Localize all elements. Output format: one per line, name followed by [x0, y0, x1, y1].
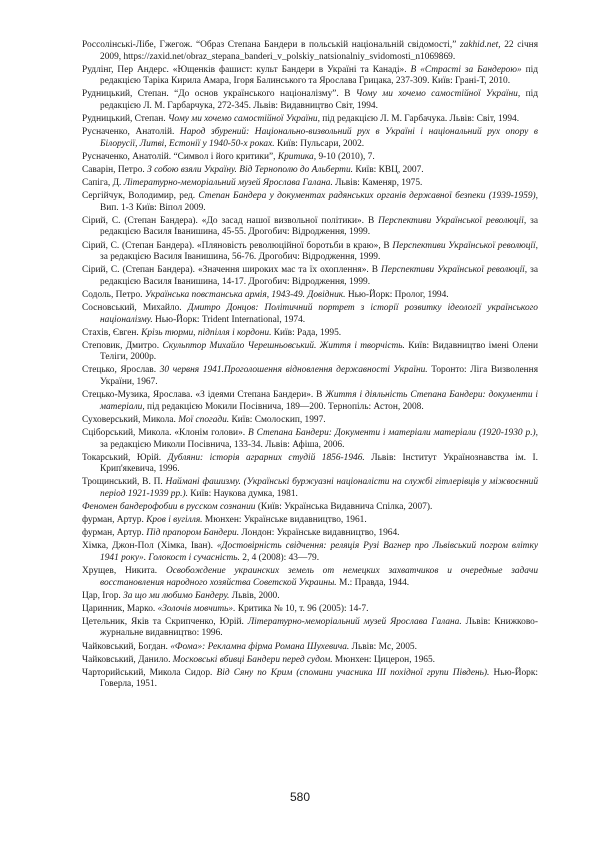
entry-title-italic: «Фома»: Рекламна фірма Романа Шухевича. — [170, 641, 350, 652]
entry-text: фурман, Артур. — [82, 515, 147, 526]
entry-text: Токарський, Юрій. — [82, 452, 168, 463]
bibliography-entry — [82, 528, 538, 540]
entry-text: Вип. 1-3 Київ: Віпол 2009. — [100, 202, 206, 213]
bibliography-entry — [82, 453, 538, 476]
bibliography-entry — [82, 265, 538, 288]
entry-title-italic: zakhid.net, — [459, 40, 501, 50]
bibliography-entry — [82, 566, 538, 589]
bibliography-entry — [82, 617, 538, 640]
entry-text: Чайковський, Данило. — [82, 654, 173, 665]
bibliography-entry — [82, 89, 538, 112]
entry-text: Содоль, Петро. — [82, 289, 145, 300]
entry-text: Стецько, Ярослав. — [82, 365, 160, 376]
bibliography-entry — [82, 655, 538, 667]
entry-text: Мюнхен: Цицерон, 1965. — [332, 654, 435, 665]
bibliography-list — [82, 40, 538, 692]
entry-text: Рудницький, Степан. — [82, 114, 168, 125]
entry-text: Нью-Йорк: Пролог, 1994. — [345, 289, 449, 300]
entry-title-italic: В Степана Бандери: Документи і матеріали матеріали (1920-1930 р.), — [248, 427, 539, 438]
entry-title-italic: З собою взяли Україну. Від Тернополю до Альберти. — [147, 164, 353, 175]
entry-title-italic: Крізь тюрми, підпілля і кордони. — [141, 327, 272, 338]
entry-text: Київ: КВЦ, 2007. — [353, 164, 424, 175]
entry-text: Русначенко, Анатолій. — [82, 127, 180, 138]
entry-title-italic: Під прапором Бандери. — [146, 528, 240, 539]
bibliography-entry — [82, 303, 538, 326]
entry-title-italic: Московські вбивці Бандери перед судом. — [172, 654, 333, 665]
entry-title-italic: 30 червня 1941.Проголошення відновлення державності України. — [159, 365, 428, 376]
entry-text: Київ: Наукова думка, 1981. — [187, 488, 298, 499]
entry-title-italic: Літературно-меморіальний музей Ярослава Галана. — [123, 178, 333, 189]
entry-text: Сціборський, Микола. «Клонім голови». — [82, 427, 248, 438]
bibliography-entry — [82, 477, 538, 500]
entry-text: Сосновський, Михайло. — [82, 302, 188, 313]
entry-title-italic: Народ збурений: Національно-визвольний рух в Україні і національний рух опору в Білорусії, Литві, Естонії у 1940-50-х роках. — [100, 127, 538, 149]
entry-title-italic: Наймані фашизму. (Українські буржуазні націоналісти на службі гітлерівців у міжвоєнний період 1921-1939 рр.). — [100, 477, 539, 499]
bibliography-entry — [82, 241, 538, 264]
entry-title-italic: Критика, — [277, 151, 317, 162]
entry-text: Рудлінг, Пер Андерс. «Ющенків фашист: культ Бандери в Україні та Канаді». — [82, 64, 411, 75]
bibliography-entry — [82, 328, 538, 340]
entry-text: під редакцією Л. М. Гарбачука. Львів: Світ, 1994. — [319, 114, 520, 125]
entry-text: Чайковський, Богдан. — [82, 641, 171, 652]
entry-title-italic: Від Сяну по Крим (спомини учасника ІІІ похідної групи Південь). — [216, 667, 490, 678]
entry-text: Львів: Книжково-журнальне видавництво: 1996. — [100, 616, 538, 639]
entry-title-italic: Дубляни: історія аграрних студій 1856-1946. — [167, 452, 365, 463]
entry-text: Цетельник, Яків та Скрипченко, Юрій. — [82, 616, 248, 627]
entry-text: Львів: Мс, 2005. — [349, 641, 417, 652]
entry-text: Нью-Йорк: Говерла, 1951. — [100, 667, 538, 690]
bibliography-entry — [82, 114, 538, 126]
bibliography-entry — [82, 515, 538, 527]
entry-text: Сірий, С. (Степан Бандера). «Пляновість революційної боротьби в краю», В — [82, 240, 393, 251]
entry-text: Стахів, Євген. — [82, 327, 142, 338]
entry-title-italic: Життя і діяльність Степана Бандери: документи і матеріали, — [100, 390, 538, 412]
entry-text: Київ: Рада, 1995. — [271, 327, 342, 338]
entry-text: Цар, Ігор. — [82, 590, 124, 601]
entry-text: Київ: Видавництво імені Олени Теліги, 2000р. — [100, 340, 539, 363]
entry-title-italic: Кров і вугілля. — [146, 515, 203, 526]
entry-text: фурман, Артур. — [82, 528, 147, 539]
bibliography-entry — [82, 216, 538, 239]
entry-text: Львів, 2000. — [229, 590, 280, 601]
bibliography-entry — [82, 365, 538, 388]
entry-title-italic: Перспективи Української революції, — [378, 215, 527, 226]
bibliography-entry — [82, 40, 538, 63]
entry-text: Царинник, Марко. — [82, 603, 158, 614]
bibliography-entry — [82, 541, 538, 564]
bibliography-entry — [82, 341, 538, 364]
bibliography-entry — [82, 428, 538, 451]
entry-text: Критика № 10, т. 96 (2005): 14-7. — [235, 603, 369, 614]
entry-text: Львів: Каменяр, 1975. — [332, 178, 423, 189]
entry-text: за редакцією Василя Іванишина, 14-17. Дрогобич: Відродження, 1999. — [100, 265, 538, 287]
entry-text: Суховерський, Микола. — [82, 414, 179, 425]
entry-text: (Київ: Українська Видавнича Спілка, 2007). — [255, 501, 433, 512]
entry-text: М.: Правда, 1944. — [336, 577, 410, 588]
bibliography-entry — [82, 178, 538, 190]
entry-text: Лондон: Українське видавництво, 1964. — [239, 528, 400, 539]
entry-title-italic: В «Страсті за Бандерою» — [410, 64, 522, 75]
entry-text: під редакцією Мокили Посівнича, 189—200. Тернопіль: Астон, 2008. — [144, 401, 424, 412]
bibliography-entry — [82, 502, 538, 514]
entry-title-italic: Скульптор Михайло Черешньовський. Життя і творчість. — [162, 340, 405, 351]
entry-text: Россолінські-Лібе, Гжегож. “Образ Степана Бандери в польській національній свідомості,” — [82, 40, 460, 50]
entry-text: Сірий, С. (Степан Бандера). «Значення широких мас та їх охоплення». В — [82, 265, 382, 276]
bibliography-entry — [82, 604, 538, 616]
bibliography-entry — [82, 290, 538, 302]
entry-text: під редакцією Л. М. Гарбарчука, 272-345. Львів: Видавництво Світ, 1994. — [100, 89, 538, 111]
entry-text: Хрущев, Никита. — [82, 565, 166, 576]
entry-text: за редакцією Миколи Посівнича, 133-34. Львів: Афіша, 2006. — [100, 439, 345, 450]
entry-title-italic: Перспективи Української революції, — [392, 240, 538, 251]
entry-title-italic: Українська повстанська армія, 1943-49. Довідник. — [144, 289, 346, 300]
entry-text: Сергійчук, Володимир, ред. — [82, 191, 199, 202]
entry-text: Київ: Смолоскип, 1997. — [229, 414, 326, 425]
entry-title-italic: Чому ми хочемо самостійної України, — [355, 89, 521, 100]
entry-text: Сірий, С. (Степан Бандера). «До засад нашої визвольної політики». В — [82, 215, 379, 226]
entry-text: Чарторийський, Микола Сидор. — [82, 667, 217, 678]
bibliography-entry — [82, 152, 538, 164]
bibliography-entry — [82, 191, 538, 214]
entry-text: Сапіга, Д. — [82, 178, 124, 189]
bibliography-entry — [82, 591, 538, 603]
bibliography-entry — [82, 127, 538, 150]
entry-text: 22 січня 2009, https://zaxid.net/obraz_stepana_banderi_v_polskiy_natsionalniy_svidomosti_n1069869. — [100, 40, 539, 62]
entry-title-italic: Чому ми хочемо самостійної України, — [167, 114, 320, 125]
entry-text: Торонто: Ліга Визволення України, 1967. — [100, 365, 539, 388]
entry-text: Саварін, Петро. — [82, 164, 148, 175]
entry-text: Трощинський, В. П. — [82, 477, 166, 488]
bibliography-entry — [82, 642, 538, 654]
entry-title-italic: Дмитро Донцов: Політичний портрет з історії розвитку ідеології українського націоналізму. — [100, 302, 538, 325]
bibliography-entry — [82, 65, 538, 88]
entry-title-italic: Степан Бандера у документах радянських органів державної безпеки (1939-1959), — [198, 191, 538, 202]
entry-title-italic: За що ми любимо Бандеру. — [123, 590, 230, 601]
page-number: 580 — [289, 790, 311, 804]
entry-text: під редакцією Таріка Кирила Амара, Ігоря Балинського та Ярослава Грицака, 237-309. Київ: Грані-Т, 2010. — [100, 64, 538, 87]
entry-text: за редакцією Василя Іванишина, 45-55. Дрогобич: Відродження, 1999. — [100, 215, 538, 238]
entry-text: Київ: Пульсари, 2002. — [274, 138, 365, 149]
entry-text: 9-10 (2010), 7. — [316, 151, 375, 162]
bibliography-entry — [82, 390, 538, 413]
entry-title-italic: Мої спогади. — [178, 414, 230, 425]
entry-text: за редакцією Василя Іванишина, 56-76. Дрогобич: Відродження, 1999. — [100, 252, 381, 263]
entry-title-italic: «Золочів мовчить». — [157, 603, 236, 614]
entry-title-italic: Освобождение украинских земель от немецких захватчиков и очередные задачи восстановления народного хозяйства Советской Украины. — [100, 565, 539, 588]
bibliography-entry — [82, 668, 538, 691]
entry-text: Стецько-Музика, Ярослава. «З ідеями Степана Бандери». В — [82, 390, 326, 401]
entry-text: Мюнхен: Українське видавництво, 1961. — [202, 515, 367, 526]
entry-title-italic: Літературно-меморіальний музей Ярослава Галана. — [247, 616, 462, 627]
entry-title-italic: «Достовірність свідчення: реляція Рузі Вагнер про Львівський погром влітку 1941 року». Голокост і сучасність. — [100, 541, 538, 563]
bibliography-entry — [82, 415, 538, 427]
entry-text: Рудницький, Степан. “До основ українського націоналізму”. В — [82, 89, 356, 100]
entry-title-italic: Феномен бандерофобии в русском сознании — [82, 501, 256, 512]
entry-text: Хімка, Джон-Пол (Хімка, Іван). — [82, 541, 217, 552]
entry-text: Нью-Йорк: Trident International, 1974. — [152, 314, 306, 325]
entry-text: Степовик, Дмитро. — [82, 340, 163, 351]
entry-title-italic: Перспективи Української революції, — [381, 265, 528, 276]
entry-text: Русначенко, Анатолій. “Символ і його критики”, — [82, 151, 278, 162]
bibliography-entry — [82, 165, 538, 177]
entry-text: Львів: Інститут Українознавства ім. І. Крип'якевича, 1996. — [100, 452, 538, 475]
entry-text: 2, 4 (2008): 43—79. — [239, 552, 320, 563]
